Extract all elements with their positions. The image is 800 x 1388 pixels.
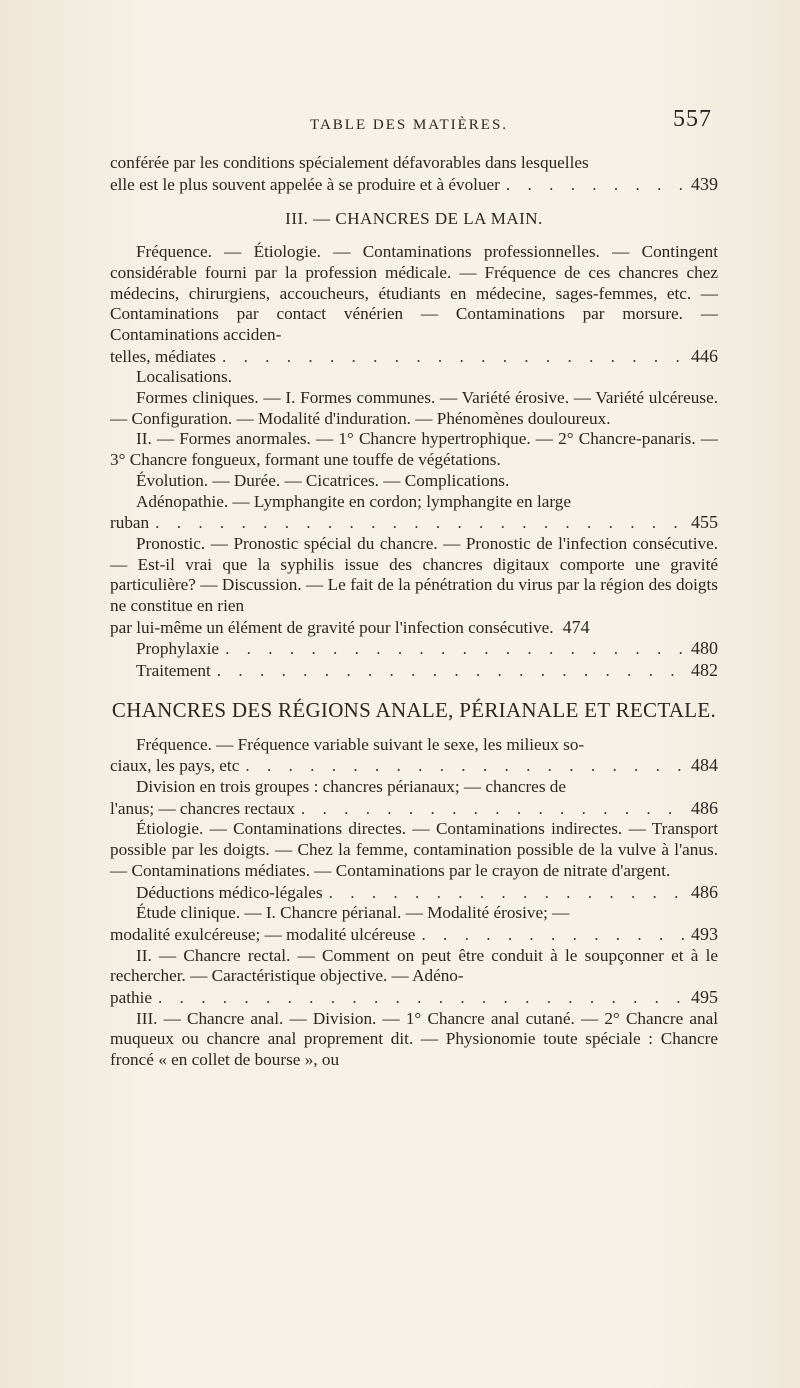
toc-entry-adenopathie: [110, 512, 718, 534]
toc-page-ref: 486: [691, 797, 718, 818]
toc-entry-traitement: [110, 660, 718, 682]
toc-paragraph: Pronostic. — Pronostic spécial du chancre. — Pronostic de l'infection consécutive. — Est-il vrai que la syphilis issue des chancres digitaux comporte une gravité particulière? — Discussion. — Le fait de la pénétration du virus par la région des doigts ne constitue en rien: [110, 533, 718, 616]
toc-entry-text: par lui-même un élément de gravité pour l'infection consécutive.: [110, 617, 554, 637]
toc-paragraph: Fréquence. — Fréquence variable suivant le sexe, les milieux so-: [136, 734, 585, 754]
toc-paragraph: Étude clinique. — I. Chancre périanal. — Modalité érosive; —: [136, 903, 570, 923]
running-head: [0, 0, 800, 160]
toc-page-ref: 480: [691, 638, 718, 659]
toc-paragraph: Formes cliniques. — I. Formes communes. — Variété érosive. — Variété ulcéreuse. — Configuration. — Modalité d'induration. — Phénomènes douloureux.: [110, 388, 718, 428]
toc-entry-text: modalité exulcéreuse; — modalité ulcéreuse: [110, 924, 416, 944]
dot-leader: [217, 661, 684, 682]
dot-leader: [506, 175, 684, 196]
dot-leader: [155, 513, 684, 534]
toc-page-ref: 439: [691, 173, 718, 194]
toc-entry-pronostic: [110, 617, 718, 639]
toc-entry-text: pathie: [110, 988, 152, 1008]
dot-leader: [421, 925, 684, 946]
toc-paragraph: Localisations.: [136, 367, 232, 387]
toc-entry-text: telles, médiates: [110, 346, 216, 366]
toc-page-ref: 486: [691, 881, 718, 902]
toc-page-ref: 474: [562, 616, 590, 637]
toc-page-ref: 482: [691, 660, 718, 681]
toc-page-ref: 493: [691, 923, 718, 944]
toc-paragraph: II. — Chancre rectal. — Comment on peut être conduit à le soupçonner et à le rechercher. — Caractéristique objective. — Adéno-: [110, 945, 718, 986]
dot-leader: [222, 347, 684, 368]
toc-paragraph: Évolution. — Durée. — Cicatrices. — Complications.: [136, 470, 510, 490]
toc-paragraph: Fréquence. — Étiologie. — Contaminations professionnelles. — Contingent considérable fourni par la profession médicale. — Fréquence de ces chancres chez médecins, chirurgiens, accoucheurs, étudiants en médecine, sages-femmes, etc. — Contaminations par contact vénérien — Contaminations par morsure. — Contaminations acciden-: [110, 242, 718, 344]
toc-entry-text: l'anus; — chancres rectaux: [110, 798, 295, 818]
toc-entry-text: Prophylaxie: [136, 639, 220, 659]
dot-leader: [158, 988, 684, 1009]
toc-entry-prophylaxie: [110, 638, 718, 660]
toc-entry-text: ciaux, les pays, etc: [110, 756, 240, 776]
toc-entry-division: [110, 798, 718, 820]
toc-paragraph: Division en trois groupes : chancres périanaux; — chancres de: [136, 776, 567, 796]
toc-page-ref: 484: [691, 755, 718, 776]
toc-paragraph: Adénopathie. — Lymphangite en cordon; lymphangite en large: [136, 491, 571, 511]
dot-leader: [245, 756, 684, 777]
toc-entry-text: Traitement: [136, 661, 211, 681]
toc-page-ref: 495: [691, 987, 718, 1008]
toc-page-ref: 446: [691, 345, 718, 366]
chapter-title: CHANCRES DES RÉGIONS ANALE, PÉRIANALE ET RECTALE.: [111, 697, 717, 722]
intro-line: conférée par les conditions spécialement défavorables dans lesquelles: [110, 153, 589, 172]
toc-paragraph: II. — Formes anormales. — 1° Chancre hypertrophique. — 2° Chancre-panaris. — 3° Chancre fongueux, formant une touffe de végétations.: [110, 429, 718, 470]
toc-paragraph: III. — Chancre anal. — Division. — 1° Chancre anal cutané. — 2° Chancre anal muqueux ou chancre anal proprement dit. — Physionomie toute spéciale : Chancre froncé « en collet de bourse », ou: [110, 1008, 718, 1070]
toc-content: [110, 153, 718, 1071]
dot-leader: [329, 883, 684, 904]
section-title: III. — CHANCRES DE LA MAIN.: [285, 209, 543, 229]
toc-entry-intro: [110, 174, 718, 196]
dot-leader: [225, 639, 684, 660]
toc-entry-text: Déductions médico-légales: [136, 882, 323, 902]
dot-leader: [301, 799, 684, 820]
toc-entry-deductions: [110, 882, 718, 904]
toc-paragraph: Étiologie. — Contaminations directes. — Contaminations indirectes. — Transport possible par les doigts. — Chez la femme, contamination possible de la vulve à l'anus. — Contaminations médiates. — Contaminations par le crayon de nitrate d'argent.: [110, 819, 718, 880]
running-title: TABLE DES MATIÈRES.: [310, 117, 509, 133]
toc-entry-text: elle est le plus souvent appelée à se produire et à évoluer: [110, 174, 500, 194]
toc-entry-frequence-anale: [110, 755, 718, 777]
toc-entry-etude: [110, 924, 718, 946]
toc-entry-text: ruban: [110, 513, 150, 533]
toc-entry-rectal: [110, 987, 718, 1009]
page-number: 557: [673, 106, 712, 132]
toc-entry-frequence: [110, 346, 718, 368]
toc-page-ref: 455: [691, 512, 718, 533]
